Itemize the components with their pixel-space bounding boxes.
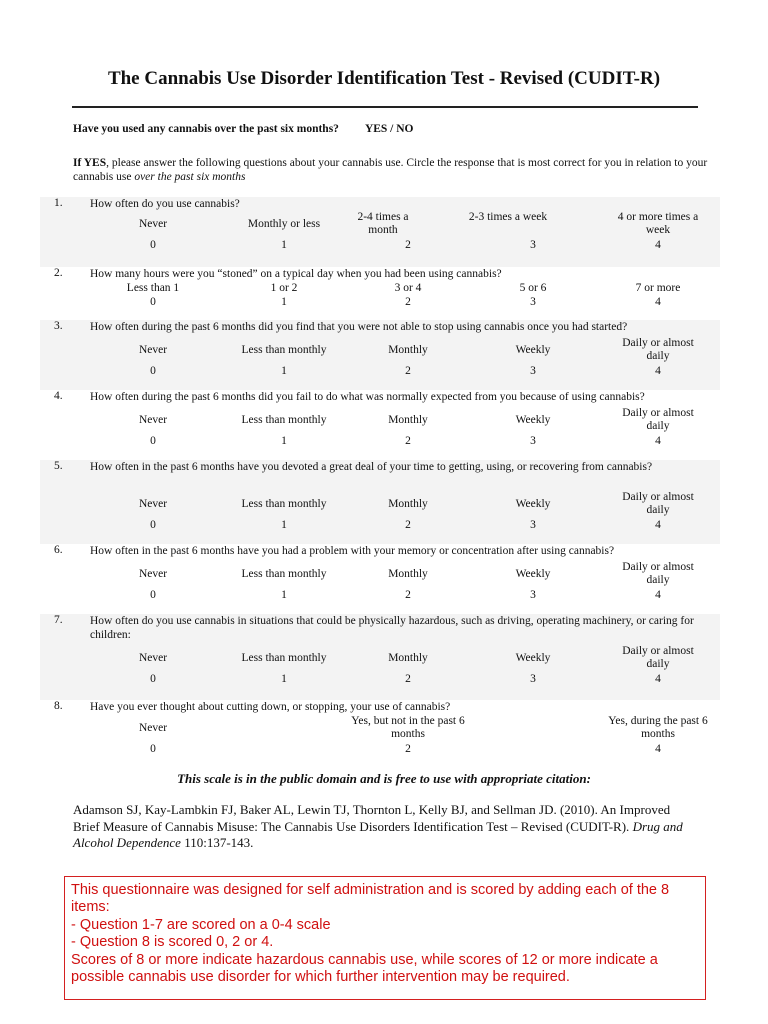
option-score[interactable]: 4 <box>655 519 661 531</box>
question-number: 7. <box>54 614 63 626</box>
question-5 <box>40 460 720 544</box>
option-score[interactable]: 3 <box>530 519 536 531</box>
reference <box>73 802 693 852</box>
question-2 <box>40 267 720 320</box>
question-number: 4. <box>54 390 63 402</box>
scoring-line-4: Scores of 8 or more indicate hazardous cannabis use, while scores of 12 or more indicate a possible cannabis use disorder for which further intervention may be required. <box>71 951 658 986</box>
question-number: 6. <box>54 544 63 556</box>
option-label[interactable]: 2-4 times a month <box>357 211 409 236</box>
option-score[interactable]: 4 <box>655 296 661 308</box>
option-score[interactable]: 0 <box>150 296 156 308</box>
option-label[interactable]: Never <box>138 414 168 426</box>
option-label[interactable]: Never <box>138 498 168 510</box>
option-label[interactable]: 1 or 2 <box>270 282 298 294</box>
question-text: How often during the past 6 months did you fail to do what was normally expected from you because of using cannabis? <box>90 391 645 403</box>
option-score[interactable]: 3 <box>530 435 536 447</box>
citation-note: This scale is in the public domain and is free to use with appropriate citation: <box>177 771 591 786</box>
option-label[interactable]: 7 or more <box>635 282 681 294</box>
option-label[interactable]: Less than 1 <box>126 282 180 294</box>
option-score[interactable]: 0 <box>150 519 156 531</box>
option-label[interactable]: Weekly <box>515 568 551 580</box>
option-score[interactable]: 2 <box>405 673 411 685</box>
option-label[interactable]: Weekly <box>515 498 551 510</box>
option-score[interactable]: 0 <box>150 743 156 755</box>
option-score[interactable]: 1 <box>281 296 287 308</box>
option-score[interactable]: 4 <box>655 673 661 685</box>
option-label[interactable]: Less than monthly <box>241 568 327 580</box>
option-label[interactable]: Monthly <box>388 344 428 356</box>
option-score[interactable]: 4 <box>655 239 661 251</box>
option-score[interactable]: 1 <box>281 589 287 601</box>
option-label[interactable]: Weekly <box>515 414 551 426</box>
instructions-text: , please answer the following questions about your cannabis use. Circle the response that is most correct for you in relation to your cannabis use <box>73 157 708 183</box>
option-score[interactable]: 3 <box>530 673 536 685</box>
screening-question <box>73 123 414 135</box>
option-score[interactable]: 1 <box>281 435 287 447</box>
option-score[interactable]: 4 <box>655 365 661 377</box>
option-score[interactable]: 2 <box>405 365 411 377</box>
option-label[interactable]: 5 or 6 <box>519 282 547 294</box>
option-score[interactable]: 3 <box>530 589 536 601</box>
question-6 <box>40 544 720 614</box>
question-number: 2. <box>54 267 63 279</box>
if-yes-label: If YES <box>73 157 107 169</box>
scoring-line-1: This questionnaire was designed for self administration and is scored by adding each of the 8 items: <box>71 882 670 916</box>
reference-journal: Drug and Alcohol Dependence <box>73 818 683 850</box>
option-label[interactable]: Never <box>138 568 168 580</box>
option-score[interactable]: 1 <box>281 365 287 377</box>
option-score[interactable]: 0 <box>150 365 156 377</box>
question-text: How often in the past 6 months have you had a problem with your memory or concentration after using cannabis? <box>90 545 615 557</box>
scoring-line-3: - Question 8 is scored 0, 2 or 4. <box>71 934 274 951</box>
reference-authors: Adamson SJ, Kay-Lambkin FJ, Baker AL, Lewin TJ, Thornton L, Kelly BJ, and Sellman JD. (2010). An Improved Brief Measure of Cannabis Misuse: The Cannabis Use Disorders Identification Test – Revised (CUDIT-R). <box>73 802 671 834</box>
option-label[interactable]: Weekly <box>515 344 551 356</box>
question-text: How often do you use cannabis? <box>90 198 240 210</box>
option-label[interactable]: Yes, but not in the past 6 months <box>351 715 465 740</box>
option-label[interactable]: Less than monthly <box>241 652 327 664</box>
option-label[interactable]: Daily or almost daily <box>622 407 694 432</box>
question-number: 8. <box>54 700 63 712</box>
option-label[interactable]: Daily or almost daily <box>622 645 694 670</box>
question-text: Have you ever thought about cutting down, or stopping, your use of cannabis? <box>90 701 451 713</box>
option-label[interactable]: Daily or almost daily <box>622 491 694 516</box>
option-score[interactable]: 1 <box>281 239 287 251</box>
scoring-instructions-box <box>64 876 706 1000</box>
option-score[interactable]: 1 <box>281 519 287 531</box>
question-number: 3. <box>54 320 63 332</box>
yes-no-choice[interactable]: YES / NO <box>364 123 414 135</box>
option-label[interactable]: Never <box>138 652 168 664</box>
option-label[interactable]: 3 or 4 <box>394 282 422 294</box>
option-score[interactable]: 0 <box>150 239 156 251</box>
option-score[interactable]: 2 <box>405 296 411 308</box>
question-text: How often do you use cannabis in situations that could be physically hazardous, such as driving, operating machinery, or caring for children: <box>90 615 694 641</box>
title-divider <box>72 106 698 108</box>
question-4 <box>40 390 720 460</box>
question-number: 5. <box>54 460 63 472</box>
option-label[interactable]: Never <box>138 344 168 356</box>
question-7 <box>40 614 720 700</box>
option-label[interactable]: Monthly <box>388 568 428 580</box>
question-3 <box>40 320 720 390</box>
option-label[interactable]: 4 or more times a week <box>617 211 699 236</box>
scoring-line-2: - Question 1-7 are scored on a 0-4 scale <box>71 916 331 933</box>
option-score[interactable]: 2 <box>405 519 411 531</box>
option-score[interactable]: 0 <box>150 589 156 601</box>
option-score[interactable]: 3 <box>530 239 536 251</box>
option-label[interactable]: Monthly <box>388 498 428 510</box>
option-score[interactable]: 4 <box>655 589 661 601</box>
option-label[interactable]: Daily or almost daily <box>622 561 694 586</box>
option-score[interactable]: 0 <box>150 435 156 447</box>
option-label[interactable]: Less than monthly <box>241 344 327 356</box>
option-score[interactable]: 1 <box>281 673 287 685</box>
option-label[interactable]: Daily or almost daily <box>622 337 694 362</box>
option-score[interactable]: 2 <box>405 239 411 251</box>
option-label[interactable]: Less than monthly <box>241 414 327 426</box>
option-label[interactable]: Monthly <box>388 652 428 664</box>
option-label[interactable]: Yes, during the past 6 months <box>608 715 708 740</box>
page-title: The Cannabis Use Disorder Identification Test - Revised (CUDIT-R) <box>107 68 661 89</box>
option-score[interactable]: 3 <box>530 365 536 377</box>
option-score[interactable]: 2 <box>405 589 411 601</box>
reference-volume: 110:137-143. <box>180 835 254 850</box>
option-score[interactable]: 4 <box>655 743 661 755</box>
instructions <box>73 156 713 184</box>
option-label[interactable]: Never <box>138 218 168 230</box>
instructions-italic: over the past six months <box>134 171 246 183</box>
question-8 <box>40 700 720 766</box>
option-score[interactable]: 2 <box>405 435 411 447</box>
question-text: How often in the past 6 months have you devoted a great deal of your time to getting, using, or recovering from cannabis? <box>90 461 653 473</box>
question-text: How many hours were you “stoned” on a typical day when you had been using cannabis? <box>90 268 502 280</box>
option-score[interactable]: 3 <box>530 296 536 308</box>
option-score[interactable]: 2 <box>405 743 411 755</box>
option-label[interactable]: 2-3 times a week <box>468 211 548 223</box>
option-label[interactable]: Monthly or less <box>247 218 321 230</box>
option-score[interactable]: 4 <box>655 435 661 447</box>
option-label[interactable]: Monthly <box>388 414 428 426</box>
screening-question-text: Have you used any cannabis over the past six months? <box>73 123 339 135</box>
question-number: 1. <box>54 197 63 209</box>
option-label[interactable]: Weekly <box>515 652 551 664</box>
question-1 <box>40 197 720 267</box>
option-score[interactable]: 0 <box>150 673 156 685</box>
option-label[interactable]: Less than monthly <box>241 498 327 510</box>
option-label[interactable]: Never <box>138 722 168 734</box>
question-text: How often during the past 6 months did you find that you were not able to stop using cannabis once you had started? <box>90 321 628 333</box>
